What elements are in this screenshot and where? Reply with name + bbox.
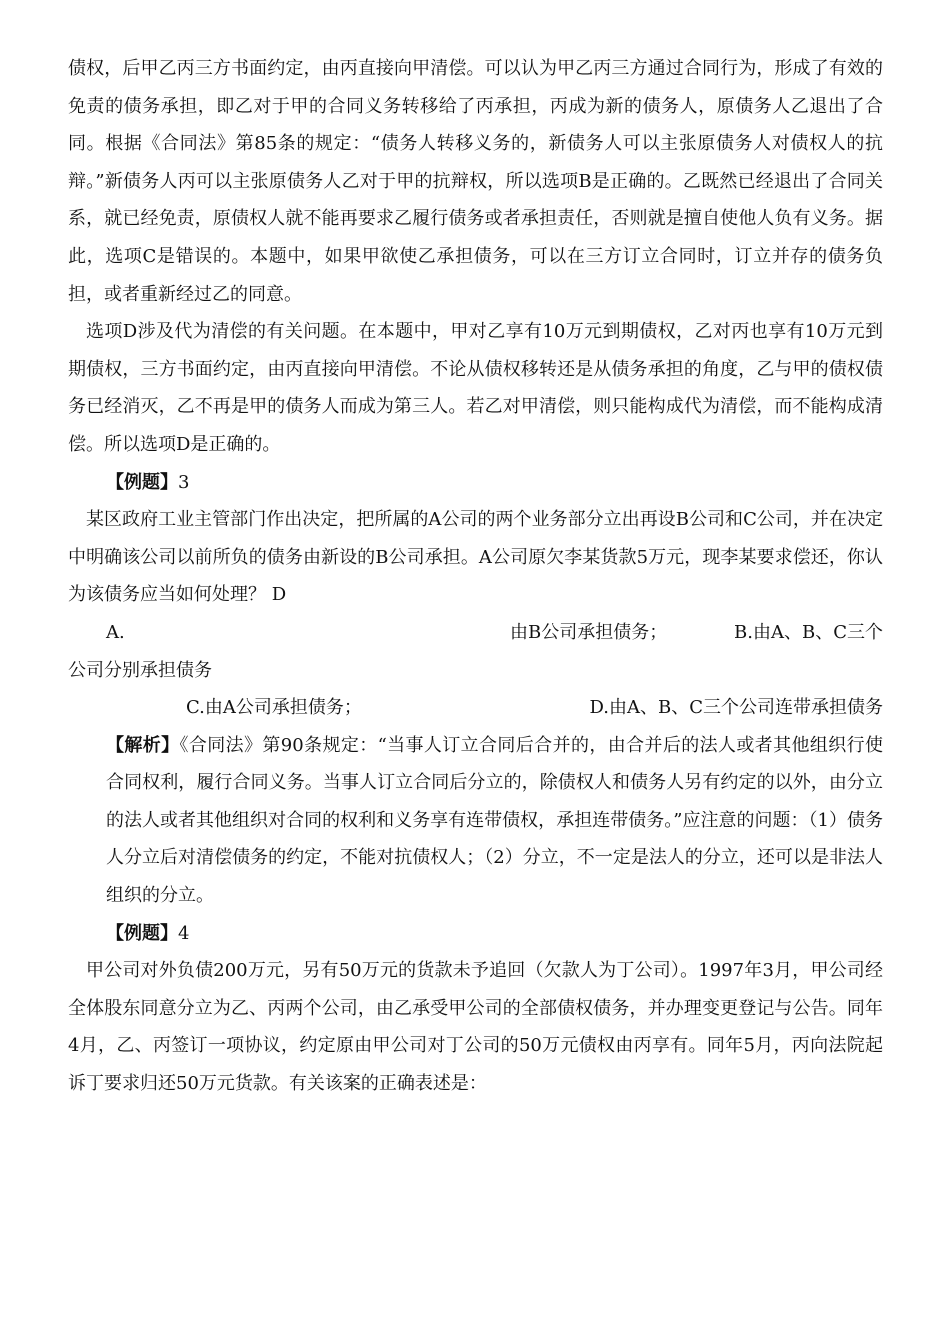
- option-b-continuation: 公司分别承担债务: [68, 659, 212, 681]
- analysis-text: 《合同法》第90条规定：“当事人订立合同后合并的，由合并后的法人或者其他组织行使合同权利，履行合同义务。当事人订立合同后分立的，除债权人和债务人另有约定的以外，由分立的法人或者其他组织对合同的权利和义务享有连带债权，承担连带债务。”应注意的问题：（1）债务人分立后对清偿债务的约定，不能对抗债权人；（2）分立，不一定是法人的分立，还可以是非法人组织的分立。: [106, 734, 883, 907]
- option-a-text: 由B公司承担债务；: [510, 621, 668, 643]
- option-b: B.由A、B、C三个: [734, 621, 883, 643]
- example-number: 4: [178, 922, 190, 944]
- paragraph-option-d-explanation: 选项D涉及代为清偿的有关问题。在本题中，甲对乙享有10万元到期债权，乙对丙也享有10万元到期债权，三方书面约定，由丙直接向甲清偿。不论从债权移转还是从债务承担的角度，乙与甲的债权债务已经消灭，乙不再是甲的债务人而成为第三人。若乙对甲清偿，则只能构成代为清偿，而不能构成清偿。所以选项D是正确的。: [68, 321, 883, 455]
- option-c: C.由A公司承担债务；: [186, 697, 362, 719]
- paragraph-continuation: 债权，后甲乙丙三方书面约定，由丙直接向甲清偿。可以认为甲乙丙三方通过合同行为，形成了有效的免责的债务承担，即乙对于甲的合同义务转移给了丙承担，丙成为新的债务人，原债务人乙退出了合同。根据《合同法》第85条的规定：“债务人转移义务的，新债务人可以主张原债务人对债权人的抗辩。”新债务人丙可以主张原债务人乙对于甲的抗辩权，所以选项B是正确的。乙既然已经退出了合同关系，就已经免责，原债权人就不能再要求乙履行债务或者承担责任，否则就是擅自使他人负有义务。据此，选项C是错误的。本题中，如果甲欲使乙承担债务，可以在三方订立合同时，订立并存的债务负担，或者重新经过乙的同意。: [68, 58, 883, 305]
- example-label: 【例题】: [106, 471, 178, 493]
- example-3-analysis: [68, 727, 883, 915]
- example-3-question: 某区政府工业主管部门作出决定，把所属的A公司的两个业务部分立出再设B公司和C公司，并在决定中明确该公司以前所负的债务由新设的B公司承担。A公司原欠李某货款5万元，现李某要求偿还，你认为该债务应当如何处理？ D: [68, 509, 883, 606]
- example-4-question: 甲公司对外负债200万元，另有50万元的货款未予追回（欠款人为丁公司）。1997年3月，甲公司经全体股东同意分立为乙、丙两个公司，由乙承受甲公司的全部债权债务，并办理变更登记与公告。同年4月，乙、丙签订一项协议，约定原由甲公司对丁公司的50万元债权由丙享有。同年5月，丙向法院起诉丁要求归还50万元货款。有关该案的正确表述是：: [68, 960, 883, 1095]
- example-3-heading: [68, 464, 883, 502]
- document-page: [68, 50, 883, 1103]
- option-d: D.由A、B、C三个公司连带承担债务: [589, 697, 883, 719]
- example-4-heading: [68, 915, 883, 953]
- example-label: 【例题】: [106, 922, 178, 944]
- example-number: 3: [178, 471, 190, 493]
- options-row-cd: [68, 689, 883, 727]
- analysis-label: 【解析】: [106, 734, 180, 756]
- option-a-label: A.: [106, 621, 125, 643]
- options-row-ab: [68, 614, 883, 652]
